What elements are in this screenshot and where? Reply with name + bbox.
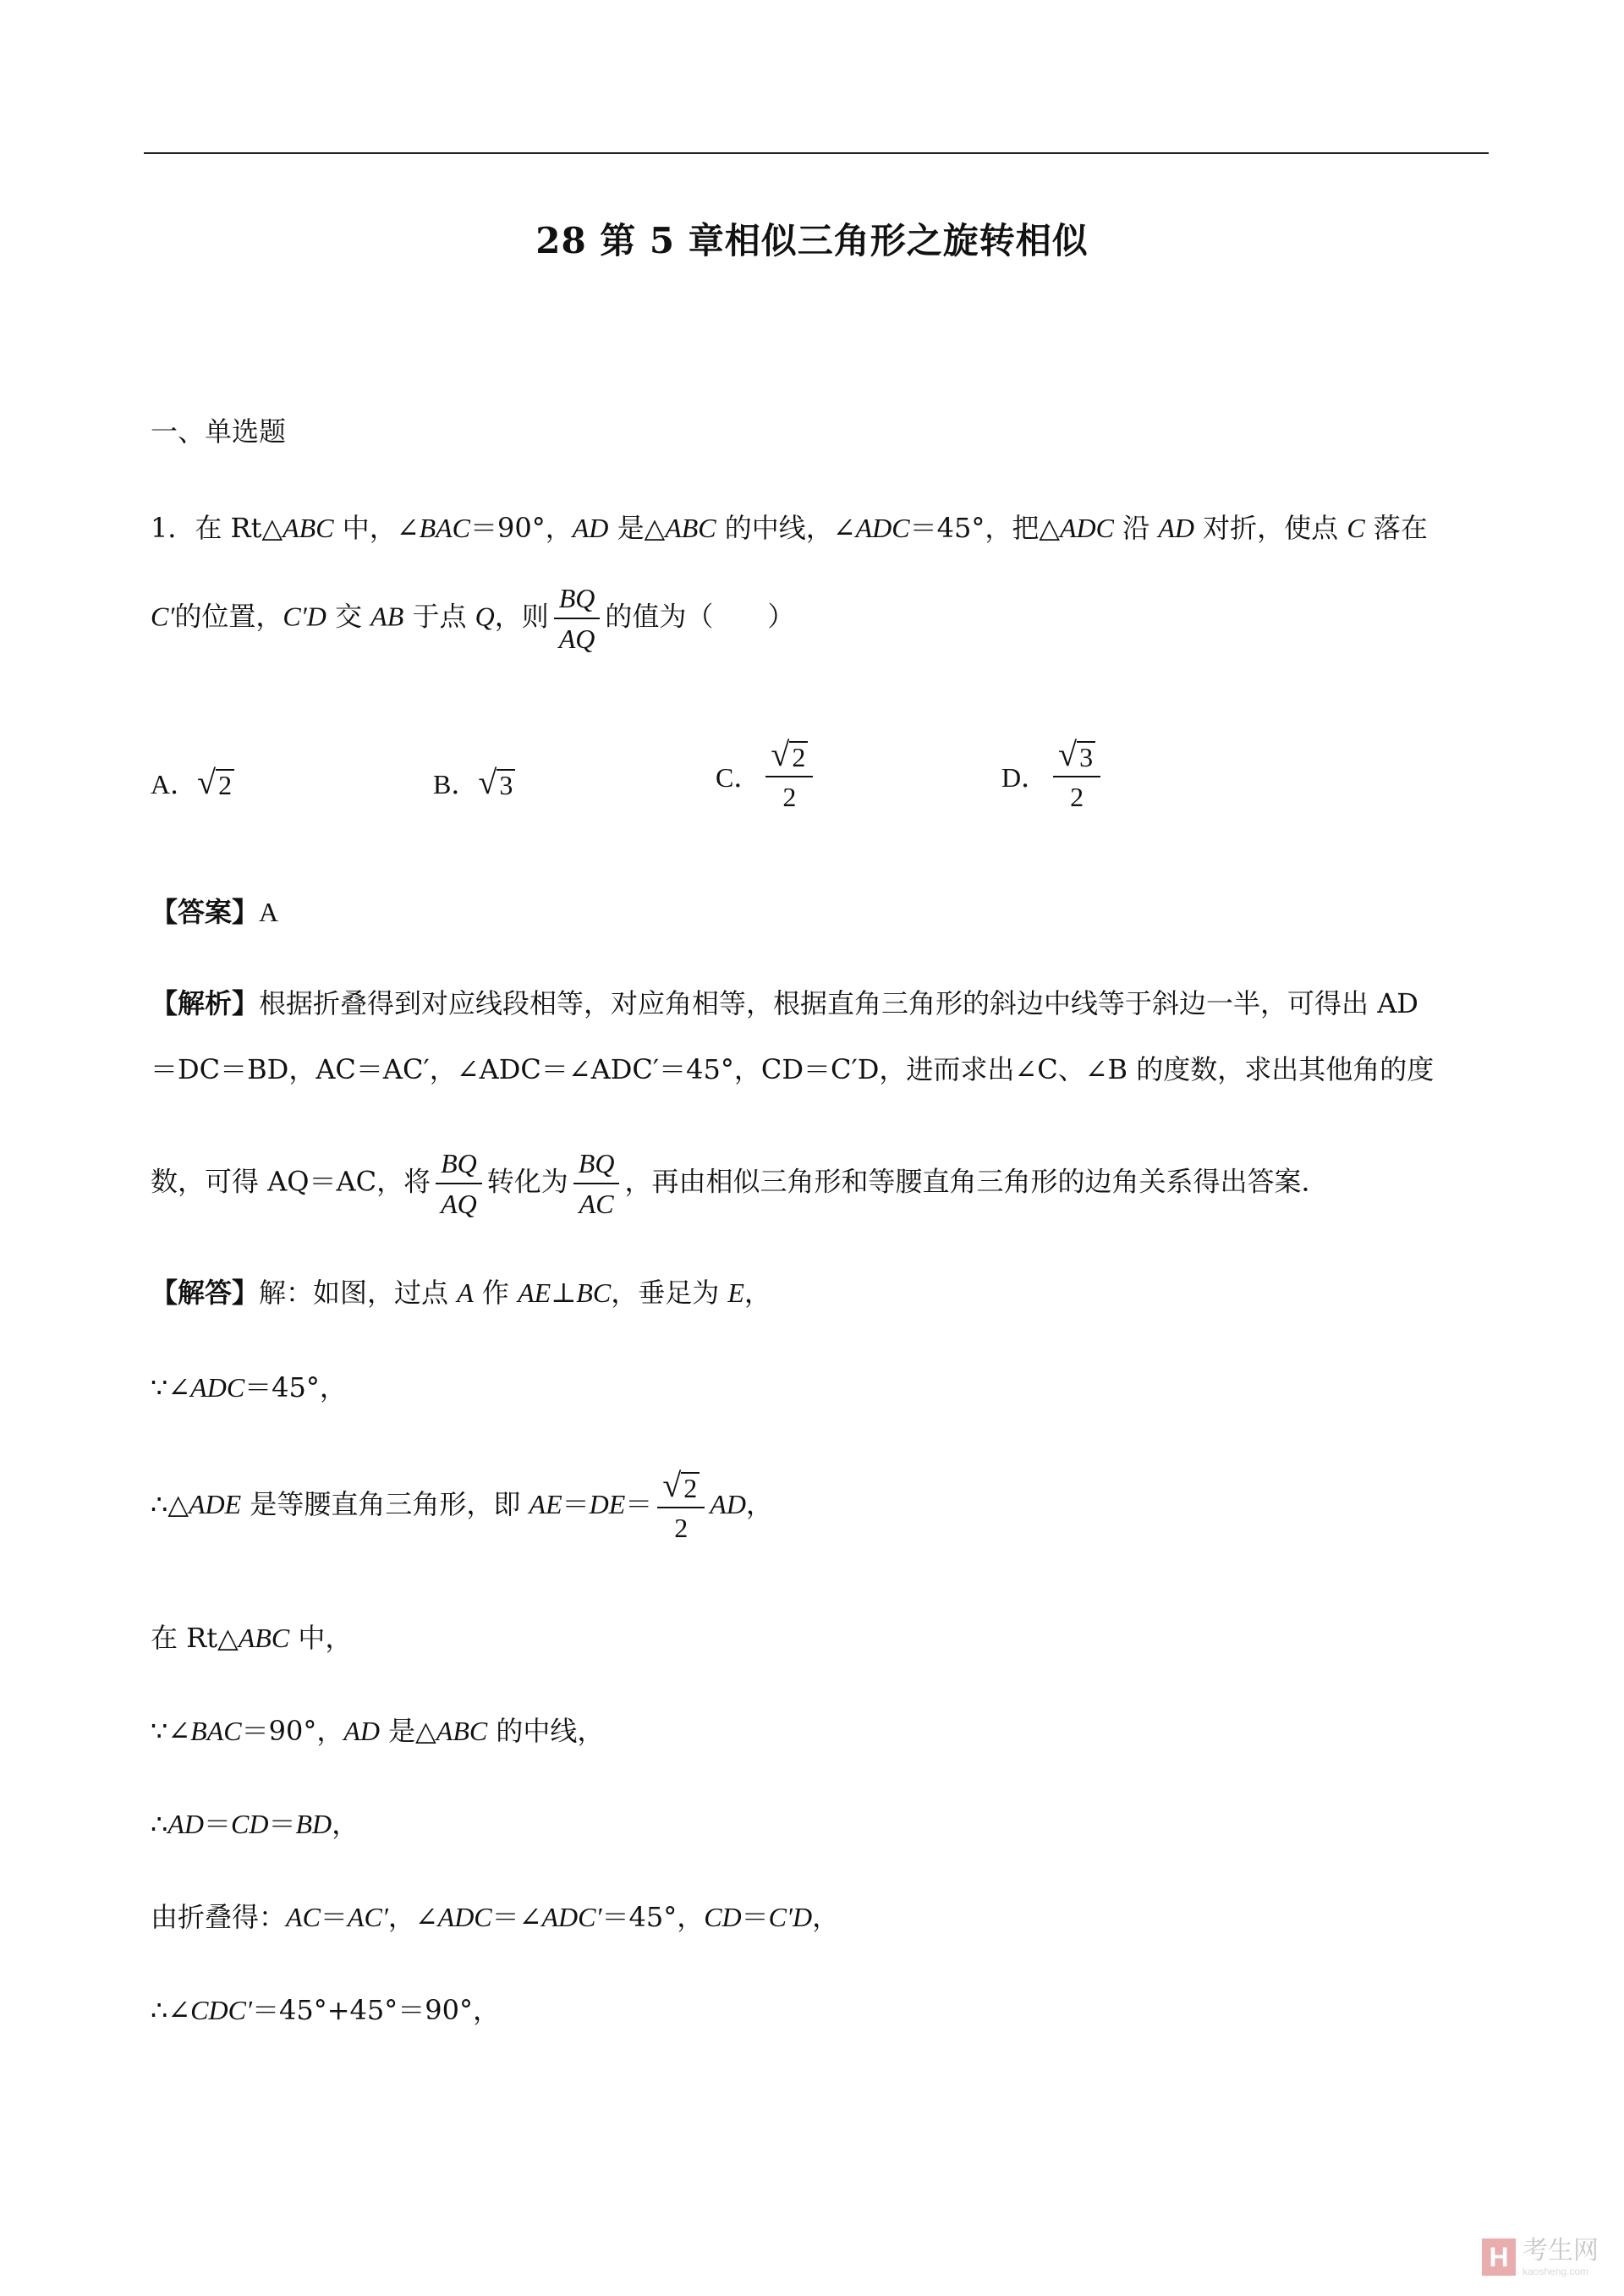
sqrt-symbol: √ 2 (197, 766, 234, 799)
watermark-logo-icon: H (1482, 2238, 1516, 2276)
solution-line-6: ∴AD＝CD＝BD， (151, 1808, 359, 1840)
solution-line-2: ∵∠ADC＝45°， (151, 1371, 347, 1403)
section-heading: 一、单选题 (151, 415, 287, 448)
option-c[interactable]: C． √ 2 2 (716, 738, 818, 813)
solution-line-8: ∴∠CDC′＝45°+45°＝90°， (151, 1994, 500, 2026)
header-rule (144, 152, 1489, 154)
fraction-bq-aq: $\frac{BQ}{AQ}$ (436, 1147, 482, 1220)
fraction-sqrt2-over-2: √ 2 2 (657, 1469, 705, 1544)
fraction-bq-aq: $\frac{BQ}{AQ}$ (554, 582, 601, 655)
answer-line: 【答案】A (151, 896, 279, 928)
solution-line-1: 【解答】解：如图，过点 A 作 AE⊥BC，垂足为 E， (151, 1277, 771, 1309)
solution-line-5: ∵∠BAC＝90°，AD 是△ABC 的中线， (151, 1715, 605, 1747)
sqrt-symbol: √ 3 (478, 766, 515, 799)
question-1-line-1: 1．在 Rt△ABC 中，∠BAC＝90°，AD 是△ABC 的中线，∠ADC＝45°，把△ADC 沿 AD 对折，使点 C 落在 (151, 512, 1428, 544)
solution-line-7: 由折叠得：AC＝AC′，∠ADC＝∠ADC′＝45°，CD＝C′D， (151, 1901, 840, 1933)
watermark-url: kaosheng.com (1522, 2266, 1589, 2277)
solution-line-3: ∴△ADE 是等腰直角三角形，即 AE＝DE＝ √ 2 2 AD， (151, 1466, 773, 1543)
page-title: 28 第 5 章相似三角形之旋转相似 (535, 220, 1089, 261)
analysis-line-1: 【解析】根据折叠得到对应线段相等，对应角相等，根据直角三角形的斜边中线等于斜边一半，可得出 AD (151, 987, 1418, 1019)
analysis-line-3: 数，可得 AQ＝AC，将 $\frac{BQ}{AQ}$ 转化为 $\frac{BQ}{AC}$ ，再由相似三角形和等腰直角三角形的边角关系得出答案． (151, 1148, 1329, 1219)
fraction-bq-ac: $\frac{BQ}{AC}$ (573, 1147, 620, 1220)
analysis-line-2: ＝DC＝BD，AC＝AC′，∠ADC＝∠ADC′＝45°，CD＝C′D，进而求出∠C、∠B 的度数，求出其他角的度 (151, 1053, 1435, 1085)
watermark-text: 考生网 (1522, 2236, 1599, 2266)
option-b[interactable]: B． √ 3 (433, 763, 515, 802)
watermark (1482, 2237, 1599, 2277)
option-d[interactable]: D． √ 3 2 (1001, 738, 1106, 813)
solution-line-4: 在 Rt△ABC 中， (151, 1622, 353, 1654)
option-a[interactable]: A． √ 2 (151, 763, 234, 802)
question-1-line-2: C′的位置，C′D 交 AB 于点 Q，则 $\frac{BQ}{AQ}$ 的值为（ ） (151, 583, 795, 654)
